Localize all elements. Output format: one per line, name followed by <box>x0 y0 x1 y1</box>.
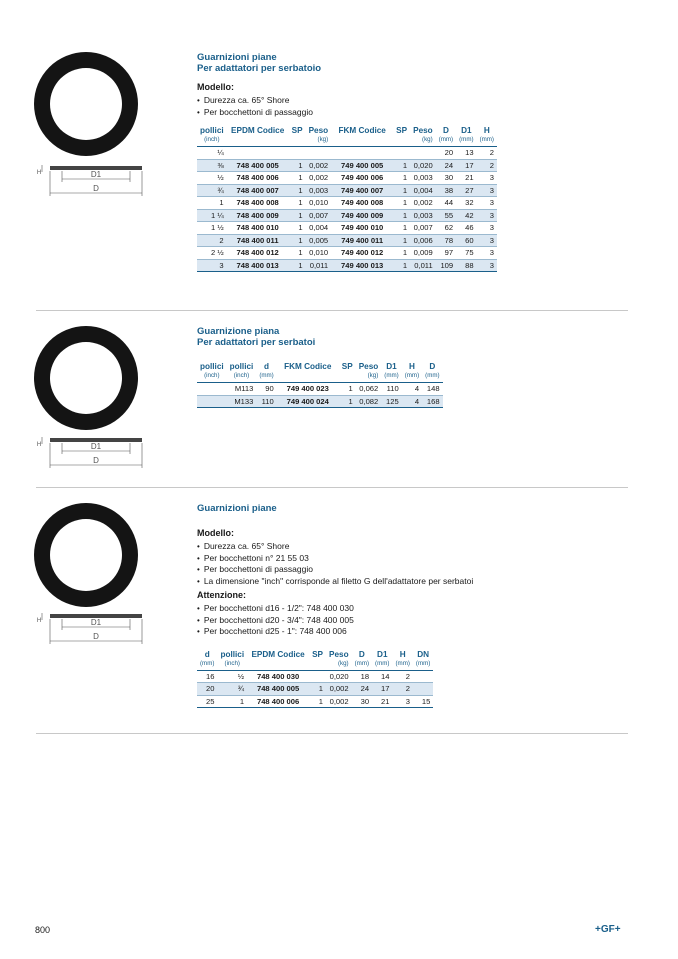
table-cell: 168 <box>422 395 442 408</box>
table-cell: 13 <box>456 147 476 160</box>
table-cell: 125 <box>381 395 401 408</box>
table-cell: 0,007 <box>410 222 436 235</box>
table-cell: 0,062 <box>356 383 382 396</box>
d-dimension-label: D <box>93 632 99 641</box>
table-cell: 21 <box>456 172 476 185</box>
table-cell: 2 <box>477 159 497 172</box>
table-cell: 749 400 008 <box>331 197 393 210</box>
table-cell: ¼ <box>197 147 227 160</box>
table-cell: 0,011 <box>306 259 332 272</box>
table-cell: 3 <box>477 222 497 235</box>
col-unit <box>339 372 356 383</box>
table-cell: 3 <box>477 184 497 197</box>
col-header: EPDM Codice <box>251 649 305 659</box>
col-unit: (inch) <box>197 136 227 147</box>
table-cell: 0,002 <box>326 683 352 696</box>
gf-logo: +GF+ <box>595 924 621 935</box>
col-header: SP <box>396 126 408 135</box>
col-header: d <box>264 362 270 371</box>
table-cell: 1 <box>289 184 306 197</box>
table-cell <box>309 670 326 683</box>
section1-subtitle: Per adattatori per serbatoio <box>197 63 322 74</box>
table-cell: 749 400 012 <box>331 247 393 260</box>
d1-dimension-label: D1 <box>90 170 102 179</box>
table-cell: 24 <box>436 159 456 172</box>
table-cell: 749 400 007 <box>331 184 393 197</box>
col-header: D <box>442 126 449 135</box>
table-cell: 62 <box>436 222 456 235</box>
col-header: D1 <box>377 649 388 659</box>
table-row <box>197 259 497 272</box>
section2-title: Guarnizione piana <box>197 326 280 337</box>
col-header: D1 <box>386 362 397 371</box>
table-cell: 0,020 <box>410 159 436 172</box>
col-unit: (mm) <box>372 660 392 671</box>
table-cell: 1 <box>393 259 410 272</box>
table-cell: ⅜ <box>197 159 227 172</box>
section3-table-body <box>197 670 433 708</box>
col-header: pollici <box>200 362 224 371</box>
table-cell: 0,011 <box>410 259 436 272</box>
table-cell: 1 <box>289 234 306 247</box>
col-unit <box>277 372 339 383</box>
table-cell: 1 <box>393 234 410 247</box>
table-cell: 1 <box>339 383 356 396</box>
table-cell: 1 <box>393 222 410 235</box>
table-cell: 4 <box>402 383 422 396</box>
table-cell: M113 <box>227 383 257 396</box>
table-cell: 21 <box>372 695 392 708</box>
bullet-item: • Per bocchettoni di passaggio <box>197 564 473 576</box>
table-cell: 748 400 012 <box>227 247 289 260</box>
col-unit: (mm) <box>392 660 412 671</box>
table-cell: 88 <box>456 259 476 272</box>
table-cell: 3 <box>477 197 497 210</box>
table-cell: 0,005 <box>306 234 332 247</box>
section2-table-body <box>197 383 443 408</box>
table-cell: 1 <box>393 184 410 197</box>
table-cell: 1 <box>339 395 356 408</box>
table-row <box>197 383 443 396</box>
table-cell: 0,010 <box>306 247 332 260</box>
section1-table <box>197 126 497 272</box>
col-unit: (kg) <box>410 136 436 147</box>
table-cell: 1 <box>289 172 306 185</box>
col-header: H <box>399 649 406 659</box>
section2-content <box>197 326 443 408</box>
table-cell: 0,020 <box>326 670 352 683</box>
table-cell: 2 <box>477 147 497 160</box>
bullet-item: • Durezza ca. 65° Shore <box>197 95 497 107</box>
col-header: H <box>408 362 415 371</box>
table-row <box>197 209 497 222</box>
col-header: D <box>429 362 436 371</box>
table-cell: 3 <box>477 209 497 222</box>
col-header: D1 <box>461 126 472 135</box>
table-cell: 3 <box>392 695 412 708</box>
col-unit <box>247 660 309 671</box>
table-cell: 78 <box>436 234 456 247</box>
table-cell <box>331 147 393 160</box>
section2-table <box>197 362 443 408</box>
gasket-profile-diagram <box>34 432 146 482</box>
gasket-ring-image <box>34 326 138 430</box>
table-cell: 24 <box>352 683 372 696</box>
table-row <box>197 683 433 696</box>
col-header: H <box>483 126 490 135</box>
col-header: d <box>204 649 210 659</box>
gasket-ring-image <box>34 52 138 156</box>
table-cell <box>197 383 227 396</box>
bullet-item: • Per bocchettoni n° 21 55 03 <box>197 553 473 565</box>
col-unit <box>331 136 393 147</box>
col-unit: (kg) <box>326 660 352 671</box>
page-number: 800 <box>35 925 51 935</box>
table-cell: 0,002 <box>410 197 436 210</box>
table-row <box>197 222 497 235</box>
table-cell: 1 <box>393 247 410 260</box>
section-divider <box>36 310 628 311</box>
table-cell: 42 <box>456 209 476 222</box>
table-cell: 109 <box>436 259 456 272</box>
table-cell: 1 <box>289 197 306 210</box>
table-cell: 17 <box>456 159 476 172</box>
table-cell: 749 400 013 <box>331 259 393 272</box>
table-cell: 0,004 <box>306 222 332 235</box>
col-unit: (mm) <box>402 372 422 383</box>
table-row <box>197 695 433 708</box>
col-header: pollici <box>200 126 224 135</box>
section3-bullets <box>197 541 473 587</box>
table-row <box>197 184 497 197</box>
table-row <box>197 172 497 185</box>
table-cell: 0,003 <box>306 184 332 197</box>
table-units-row <box>197 660 433 671</box>
d1-dimension-label: D1 <box>90 618 102 627</box>
section3-table <box>197 650 433 709</box>
col-header: D <box>358 649 365 659</box>
col-unit: (mm) <box>477 136 497 147</box>
table-cell: 749 400 005 <box>331 159 393 172</box>
table-cell: 748 400 005 <box>227 159 289 172</box>
table-cell: 38 <box>436 184 456 197</box>
table-header-row <box>197 650 433 660</box>
col-header: Peso <box>413 126 433 135</box>
table-cell: 0,003 <box>410 172 436 185</box>
table-cell: 749 400 006 <box>331 172 393 185</box>
bullet-item: • Per bocchettoni d16 - 1/2": 748 400 030 <box>197 603 473 615</box>
col-header: SP <box>291 126 303 135</box>
table-cell: 1 <box>289 159 306 172</box>
table-units-row <box>197 136 497 147</box>
section-divider <box>36 733 628 734</box>
table-cell: 20 <box>436 147 456 160</box>
col-header: FKM Codice <box>338 126 386 135</box>
table-cell: 1 <box>309 695 326 708</box>
table-cell: 18 <box>352 670 372 683</box>
col-header: pollici <box>220 649 245 659</box>
table-cell: 110 <box>381 383 401 396</box>
col-unit: (kg) <box>356 372 382 383</box>
table-cell: 1 <box>393 159 410 172</box>
d1-dimension-label: D1 <box>90 442 102 451</box>
table-row <box>197 159 497 172</box>
col-header: Peso <box>358 362 379 371</box>
col-header: Peso <box>308 126 329 135</box>
table-row <box>197 234 497 247</box>
table-cell: 1 <box>393 172 410 185</box>
section1-content <box>197 52 497 272</box>
table-cell: 20 <box>197 683 217 696</box>
table-cell: 1 ¼ <box>197 209 227 222</box>
table-cell: 90 <box>256 383 276 396</box>
table-header-row <box>197 126 497 136</box>
col-unit: (inch) <box>197 372 227 383</box>
table-cell: 3 <box>197 259 227 272</box>
col-unit: (mm) <box>413 660 433 671</box>
table-cell: 0,007 <box>306 209 332 222</box>
table-cell: 44 <box>436 197 456 210</box>
table-cell: 30 <box>436 172 456 185</box>
table-header-row <box>197 362 443 372</box>
bullet-item: • Per bocchettoni d25 - 1": 748 400 006 <box>197 626 473 638</box>
table-row <box>197 670 433 683</box>
section-divider <box>36 487 628 488</box>
table-cell: 748 400 030 <box>247 670 309 683</box>
col-unit: (mm) <box>381 372 401 383</box>
table-cell <box>227 147 289 160</box>
col-unit: (inch) <box>217 660 247 671</box>
col-unit: (inch) <box>227 372 257 383</box>
table-cell: 32 <box>456 197 476 210</box>
table-cell: 97 <box>436 247 456 260</box>
table-cell: 148 <box>422 383 442 396</box>
table-row <box>197 197 497 210</box>
table-cell: 0,002 <box>326 695 352 708</box>
table-cell: 748 400 006 <box>227 172 289 185</box>
table-cell: 1 <box>197 197 227 210</box>
d-dimension-label: D <box>93 184 99 193</box>
table-cell: ¾ <box>197 184 227 197</box>
table-units-row <box>197 372 443 383</box>
col-header: pollici <box>229 362 254 371</box>
table-cell: 749 400 011 <box>331 234 393 247</box>
table-row <box>197 395 443 408</box>
table-cell: 1 <box>309 683 326 696</box>
table-cell: 748 400 011 <box>227 234 289 247</box>
section1-title: Guarnizioni piane <box>197 52 277 63</box>
gasket-ring-image <box>34 503 138 607</box>
table-cell: 55 <box>436 209 456 222</box>
table-cell: 3 <box>477 234 497 247</box>
bullet-item: • Per bocchettoni d20 - 3/4": 748 400 005 <box>197 615 473 627</box>
table-cell: 3 <box>477 259 497 272</box>
table-cell <box>413 683 433 696</box>
table-cell: ½ <box>197 172 227 185</box>
table-cell <box>410 147 436 160</box>
col-unit <box>289 136 306 147</box>
table-cell: 0,010 <box>306 197 332 210</box>
table-cell: 75 <box>456 247 476 260</box>
table-cell: 0,002 <box>306 159 332 172</box>
col-header: FKM Codice <box>284 362 332 371</box>
section3-model-label: Modello: <box>197 528 234 538</box>
table-cell: 0,082 <box>356 395 382 408</box>
table-cell: 0,002 <box>306 172 332 185</box>
table-cell: 1 <box>289 247 306 260</box>
table-cell: 748 400 010 <box>227 222 289 235</box>
table-cell: 0,006 <box>410 234 436 247</box>
section3-attention-bullets <box>197 603 473 638</box>
bullet-item: • Per bocchettoni di passaggio <box>197 107 497 119</box>
table-row <box>197 147 497 160</box>
table-cell: 2 <box>392 670 412 683</box>
col-unit: (mm) <box>352 660 372 671</box>
table-cell: 2 ½ <box>197 247 227 260</box>
table-cell: 1 <box>289 209 306 222</box>
table-cell: 1 ½ <box>197 222 227 235</box>
gasket-profile-diagram <box>34 160 146 210</box>
h-dimension-label: H <box>36 170 42 176</box>
table-cell: 748 400 013 <box>227 259 289 272</box>
table-cell: 17 <box>372 683 392 696</box>
col-unit <box>393 136 410 147</box>
table-cell <box>413 670 433 683</box>
table-row <box>197 247 497 260</box>
section3-title: Guarnizioni piane <box>197 503 277 514</box>
table-cell: 2 <box>197 234 227 247</box>
table-cell <box>306 147 332 160</box>
table-cell: 0,004 <box>410 184 436 197</box>
col-unit: (kg) <box>306 136 332 147</box>
gasket-profile-diagram <box>34 608 146 658</box>
table-cell: 110 <box>256 395 276 408</box>
h-dimension-label: H <box>36 618 42 624</box>
table-cell <box>289 147 306 160</box>
bullet-item: • La dimensione "inch" corrisponde al filetto G dell'adattatore per serbatoi <box>197 576 473 588</box>
table-cell: 748 400 008 <box>227 197 289 210</box>
col-unit: (mm) <box>436 136 456 147</box>
section2-subtitle: Per adattatori per serbatoi <box>197 337 316 348</box>
table-cell: 14 <box>372 670 392 683</box>
table-cell: 0,003 <box>410 209 436 222</box>
d-dimension-label: D <box>93 456 99 465</box>
table-cell: 15 <box>413 695 433 708</box>
section3-content <box>197 503 473 708</box>
section1-model-label: Modello: <box>197 82 234 92</box>
table-cell: 3 <box>477 172 497 185</box>
section1-table-body <box>197 147 497 272</box>
col-unit <box>227 136 289 147</box>
col-unit: (mm) <box>256 372 276 383</box>
table-cell: 25 <box>197 695 217 708</box>
h-dimension-label: H <box>36 442 42 448</box>
table-cell <box>197 395 227 408</box>
table-cell: 0,009 <box>410 247 436 260</box>
table-cell: 1 <box>217 695 247 708</box>
table-cell: 748 400 007 <box>227 184 289 197</box>
section3-attention-label: Attenzione: <box>197 590 246 600</box>
table-cell: 1 <box>289 259 306 272</box>
table-cell <box>393 147 410 160</box>
table-cell: 46 <box>456 222 476 235</box>
table-cell: 748 400 009 <box>227 209 289 222</box>
table-cell: ¾ <box>217 683 247 696</box>
table-cell: 30 <box>352 695 372 708</box>
table-cell: 4 <box>402 395 422 408</box>
table-cell: 748 400 006 <box>247 695 309 708</box>
table-cell: 1 <box>393 197 410 210</box>
col-unit: (mm) <box>197 660 217 671</box>
table-cell: 748 400 005 <box>247 683 309 696</box>
section1-bullets <box>197 95 497 118</box>
table-cell: 27 <box>456 184 476 197</box>
col-header: Peso <box>329 649 349 659</box>
table-cell: 60 <box>456 234 476 247</box>
table-cell: 749 400 010 <box>331 222 393 235</box>
table-cell: 3 <box>477 247 497 260</box>
col-header: SP <box>312 649 324 659</box>
table-cell: 1 <box>289 222 306 235</box>
table-cell: 1 <box>393 209 410 222</box>
table-cell: 749 400 023 <box>277 383 339 396</box>
bullet-item: • Durezza ca. 65° Shore <box>197 541 473 553</box>
col-unit: (mm) <box>422 372 442 383</box>
col-header: SP <box>341 362 353 371</box>
table-cell: 749 400 024 <box>277 395 339 408</box>
col-header: DN <box>417 649 430 659</box>
col-header: EPDM Codice <box>231 126 285 135</box>
col-unit: (mm) <box>456 136 476 147</box>
table-cell: ½ <box>217 670 247 683</box>
table-cell: M133 <box>227 395 257 408</box>
table-cell: 16 <box>197 670 217 683</box>
col-unit <box>309 660 326 671</box>
table-cell: 2 <box>392 683 412 696</box>
table-cell: 749 400 009 <box>331 209 393 222</box>
